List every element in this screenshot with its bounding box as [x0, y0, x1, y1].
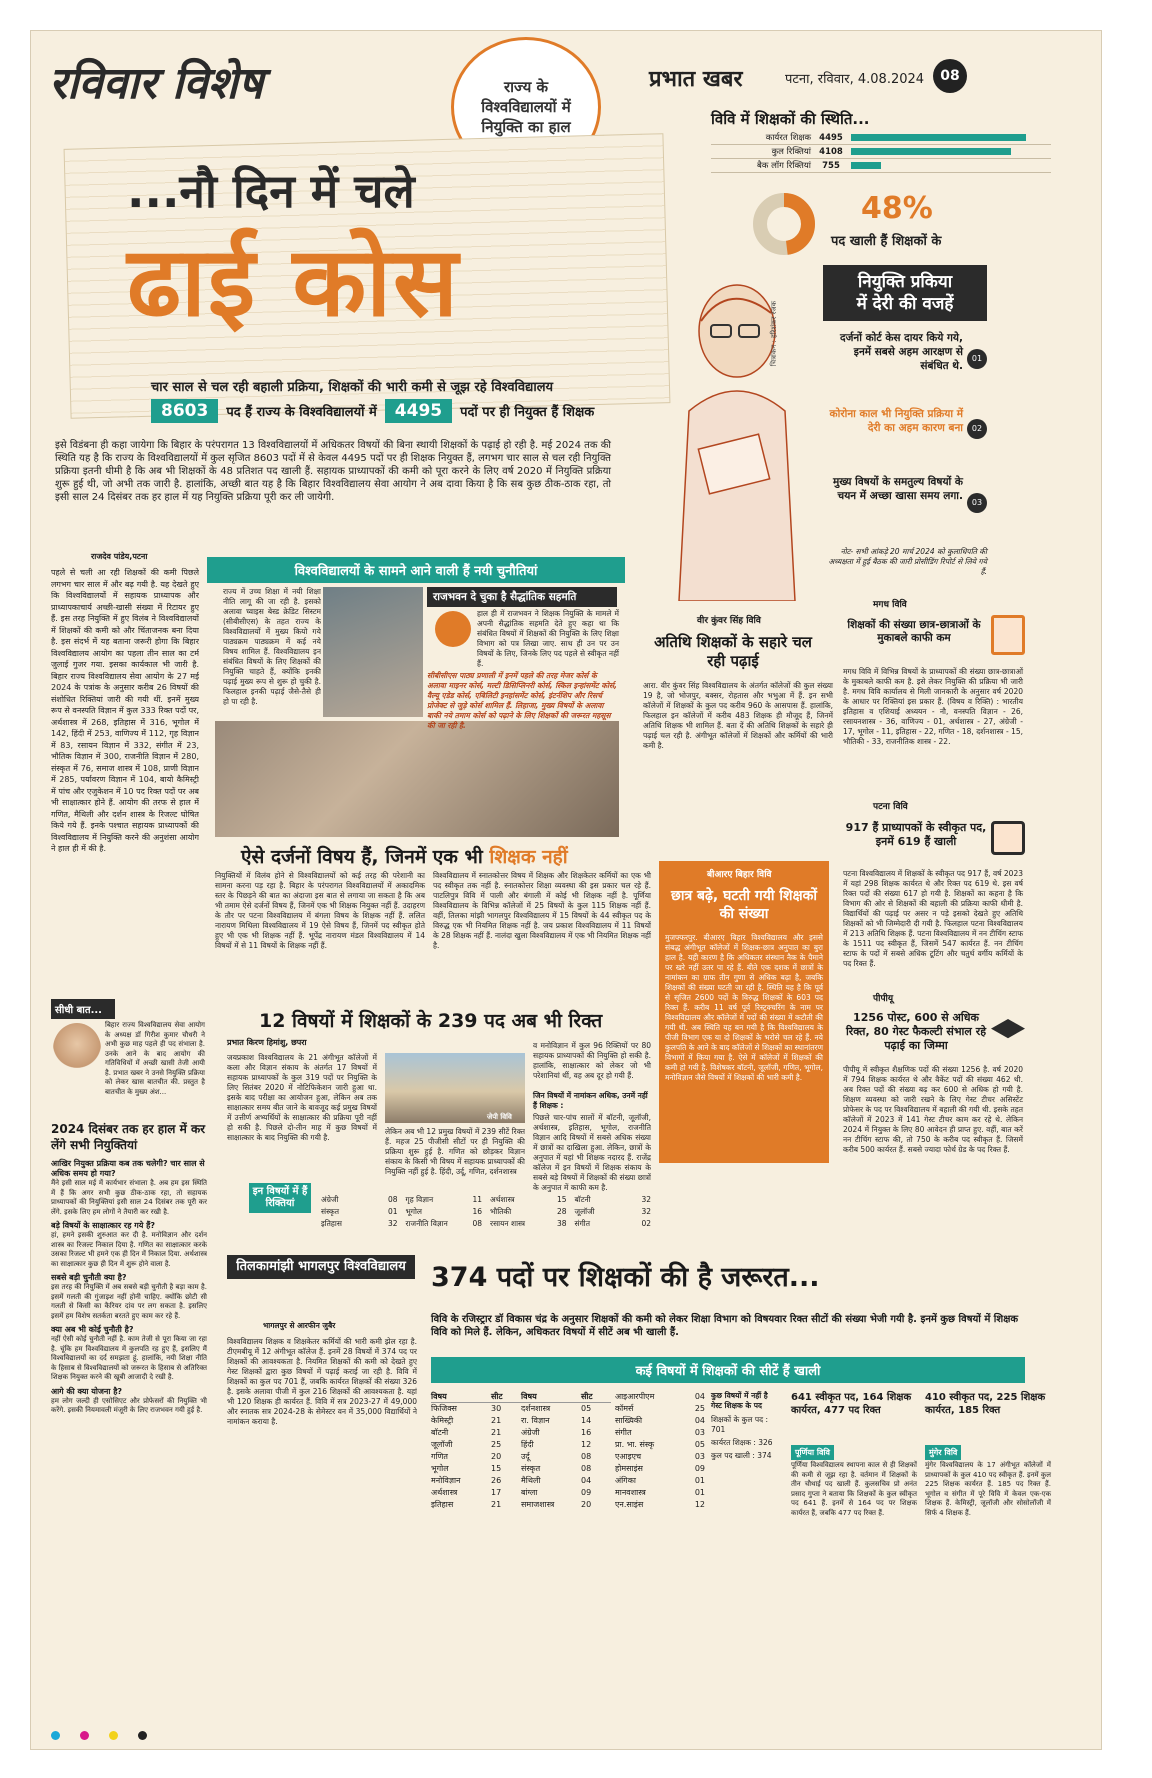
table-cell: 25 — [491, 1440, 502, 1449]
students-photo-top — [323, 587, 423, 717]
table-cell: 01 — [694, 1476, 705, 1485]
reason-number: 02 — [967, 419, 987, 439]
professor-illustration — [659, 271, 799, 601]
table-cell: भूगोल — [431, 1464, 449, 1473]
data-note: नोट- सभी आंकड़े 20 मार्च 2024 को कुलाधिपति की अध्यक्षता में हुई बैठक की जारी प्रोसीडिंग रिपोर्ट से लिये गये हैं. — [828, 547, 987, 576]
chhapra-body2: लेकिन अब भी 12 प्रमुख विषयों में 239 सीटें रिक्त हैं. महज 25 पीजीसी सीटों पर ही नियुक्ति की प्रक्रिया शुरू हुई है. गणित को छोड़कर विज्ञान संकाय के किसी भी विषय में सहायक प्राध्यापकों की नियुक्ति नहीं हुई है. हिंदी, उर्दू, गणित, दर्शनशास्त्र — [385, 1127, 525, 1176]
table-row — [615, 1475, 705, 1487]
gest-box-title: कुछ विषयों में नहीं है गेस्ट शिक्षक के पद — [711, 1391, 768, 1410]
bhagalpur-body: विश्वविद्यालय शिक्षक व शिक्षकेतर कर्मियों की भारी कमी झेल रहा है. टीएमबीयू में 12 अंगीभूत कॉलेज हैं. इनमें 28 विषयों में 374 पद पर शिक्षकों की आवश्यकता है. नियमित शिक्षकों की कमी को देखते हुए गेस्ट शिक्षकों द्वारा कुछ विषयों में पढ़ाई कराई जा रही है. विवि में शिक्षकों का कुल पद 701 हैं, जबकि कार्यरत शिक्षकों की संख्या 326 है. इसके अलावा पीजी में कुल 216 शिक्षकों की आवश्यकता है. यहां भी 120 शिक्षक ही कार्यरत हैं. विवि में सत्र 2023-27 में 49,000 और स्नातक सत्र 2024-28 के सेमेस्टर वन में 35,000 विद्यार्थियों ने नामांकन कराया है. — [227, 1337, 417, 1426]
table-row — [615, 1391, 705, 1403]
table-row — [615, 1403, 705, 1415]
table-cell: 04 — [694, 1416, 705, 1425]
yellow-dot — [109, 1731, 118, 1740]
reason-item: कोरोना काल भी नियुक्ति प्रक्रिया में देरी का अहम कारण बना — [829, 408, 963, 434]
ppu-body: पीपीयू में स्वीकृत शैक्षणिक पदों की संख्या 1256 है. वर्ष 2020 में 794 शिक्षक कार्यरत थे और वैकेंट पदों की संख्या 462 थी. अब रिक्त पदों की संख्या बढ़ कर 600 से अधिक हो गयी है. शिक्षण व्यवस्था को जारी रखने के लिए गेस्ट टीचर असिस्टेंट प्रोफेसर के पद पर विश्वविद्यालय में बहाली की गयी थी. इसके तहत कॉलेजों में 2023 में 141 गेस्ट टीचर काम कर रहे थे. लेकिन 2024 में नियुक्त के लिए 80 आवेदन ही प्राप्त हुए. वहीं, बात करें नन टीचिंग स्टाफ की, तो 750 के करीब पद स्वीकृत हैं. जिसमें करीब 500 कार्यरत हैं. सबसे ज्यादा फोर्थ ग्रेड के पद रिक्त हैं. — [843, 1065, 1023, 1154]
section-title: रविवार विशेष — [49, 58, 264, 109]
interview-tag: सीधी बात... — [51, 999, 115, 1019]
munger-title: 410 स्वीकृत पद, 225 शिक्षक कार्यरत, 185 रिक्त — [925, 1392, 1046, 1416]
stats-row: कार्यरत शिक्षक 4495 — [711, 131, 1051, 145]
table-rows — [431, 1403, 611, 1511]
table-cell: 03 — [694, 1452, 705, 1461]
table-cell: एन.साइंस — [615, 1500, 644, 1509]
table-cell: 05 — [694, 1440, 705, 1449]
gest-box — [711, 1391, 781, 1461]
table-cell: 20 — [581, 1500, 592, 1509]
bhagalpur-title: 374 पदों पर शिक्षकों की है जरूरत... — [431, 1262, 820, 1293]
table-cell: 12 — [694, 1500, 705, 1509]
answer: इस तरह की नियुक्ति में अब सबसे बड़ी चुनौती है बड़ा काम है. इसमें गलती की गुंजाइश नहीं होनी चाहिए. क्योंकि छोटी सी गलती से किसी का कैरियर दांव पर लग सकता है. इसलिए इसमें हम विशेष सतर्कता बरतते हुए काम कर रहे हैं. — [51, 1283, 207, 1320]
bhagalpur-label: तिलकामांझी भागलपुर विश्वविद्यालय — [227, 1255, 415, 1279]
left-story-body: पहले से चली आ रही शिक्षकों की कमी पिछले लगभग चार साल में और बढ़ गयी है. यह देखते हुए कि विश्वविद्यालयों में सहायक प्राध्यापक और प्राध्यापकाचार्य अच्छी-खासी संख्या में रिटायर हुए हैं. इस तरह नियुक्ति में हुए विलंब ने विश्वविद्यालयों में शिक्षकों की कमी को और चिंताजनक बना दिया है. इस संदर्भ में यह बताना जरूरी होगा कि बिहार विश्वविद्यालय आयोग का पहला तीन साल का टर्म जुलाई गुजर गया. इसका कार्यकाल भी जारी है. बिहार राज्य विश्वविद्यालय सेवा आयोग के 27 मई 2024 के पत्रांक के अनुसार करीब 26 विषयों की संशोधित रिक्तियां जारी की गयी थीं. इनमें मुख्य रूप से वनस्पति विज्ञान में कुल 333 रिक्त पदों पर, अर्थशास्त्र में 268, इतिहास में 316, भूगोल में 142, हिंदी में 253, वाणिज्य में 112, गृह विज्ञान में 83, रसायन विज्ञान में 332, संगीत में 23, भौतिक विज्ञान में 300, राजनीति विज्ञान में 280, संस्कृत में 76, समाज शास्त्र में 108, प्राणी विज्ञान में 285, पर्यावरण विज्ञान में 104, बायो कैमिस्ट्री में पांच और एजुकेशन में 10 पद रिक्त पदों पर अब भी साक्षात्कार होने हैं. आयोग की तरफ से हाल में गणित, मैथिली और दर्शन शास्त्र के रिजल्ट घोषित किये गये हैं. इनके पश्चात सहायक प्राध्यापकों की विश्वविद्यालय में नियुक्ति करने की अनुशंसा आयोग ने हाल ही में की है. — [51, 568, 199, 853]
vacancy-grid — [321, 1195, 651, 1229]
gest-item: कुल पद खाली : 374 — [711, 1451, 772, 1460]
table-cell: एआइएच — [615, 1452, 642, 1461]
table-cell: अर्थशास्त्र — [431, 1488, 458, 1497]
newspaper-page — [30, 30, 1102, 1750]
left-story-byline: राजदेव पांडेय,पटना — [91, 552, 148, 561]
table-row — [615, 1427, 705, 1439]
vacancy-label: इन विषयों में हैं रिक्तियां — [249, 1183, 311, 1213]
ppu-label: पीपीयू — [873, 994, 894, 1004]
question: क्या अब भी कोई चुनौती है? — [51, 1325, 134, 1334]
vacancy-cell: बॉटनी 32 — [574, 1195, 651, 1204]
stat-bar-fill — [851, 162, 881, 169]
table-cell: 21 — [491, 1500, 502, 1509]
illustration-credit: चित्रांकन : हरिशंकर रजक — [770, 301, 778, 367]
table-cell: आइआरपीएम — [615, 1392, 655, 1401]
filled-posts-text: पदों पर ही नियुक्त हैं शिक्षक — [460, 405, 595, 420]
chhapra-body3: व मनोविज्ञान में कुल 96 रिक्तियों पर 80 सहायक प्राध्यापकों की नियुक्ति हो सकी है. हालांकि, साक्षात्कार को लेकर जो भी परेशानियां थीं, वह अब दूर हो गयी हैं. — [533, 1041, 651, 1080]
answer: हां, हमने इसकी शुरुआत कर दी है. मनोविज्ञान और दर्शन शास्त्र का रिजल्ट निकाल दिया है. गणित का साक्षात्कार करके उसका रिजल्ट भी हमने एक ही दिन में निकाल दिया. अर्थशास्त्र का साक्षात्कार कुछ ही दिन में शुरू होने वाला है. — [51, 1231, 207, 1268]
intro-paragraph: इसे विडंबना ही कहा जायेगा कि बिहार के परंपरागत 13 विश्वविद्यालयों में अधिकतर विषयों की बिना स्थायी शिक्षकों के पढ़ाई हो रही है. मई 2024 तक की स्थिति यह है कि राज्य के विश्वविद्यालयों में कुल सृजित 8603 पदों में से केवल 4495 पदों पर ही शिक्षक नियुक्त हैं, लगभग चार साल से चल रही नियुक्ति प्रक्रिया इतनी धीमी है कि अब भी शिक्षकों के 48 प्रतिशत पद खाली हैं. सहायक प्राध्यापकों की कमी को पूरा करने के लिए वर्ष 2020 में नियुक्ति प्रक्रिया शुरू हुई थी, जो अभी तक जारी है. हालांकि, अच्छी बात यह है कि बिहार विश्वविद्यालय सेवा आयोग ने अब दावा किया है कि सब कुछ ठीक-ठाक रहा, तो इसी साल 24 दिसंबर तक हर हाल में यह नियुक्ति प्रक्रिया पूरी कर ली जायेगी. — [55, 440, 611, 503]
gest-item: शिक्षकों के कुल पद : 701 — [711, 1415, 769, 1434]
vacancy-caption: पद खाली हैं शिक्षकों के — [831, 234, 942, 249]
graduation-cap-icon — [991, 1019, 1025, 1043]
veer-kunwar-label: वीर कुंवर सिंह विवि — [697, 616, 761, 626]
table-cell: केमिस्ट्री — [431, 1416, 454, 1425]
stats-row: कुल रिक्तियां 4108 — [711, 145, 1051, 159]
table-cell: 21 — [491, 1428, 502, 1437]
book-icon — [991, 615, 1025, 655]
table-cell: गणित — [431, 1452, 448, 1461]
vacancy-percent: 48% — [861, 191, 933, 226]
table-cell: दर्शनशास्त्र — [521, 1404, 551, 1413]
table-cell: फिजिक्स — [431, 1404, 457, 1413]
reason-item: दर्जनों कोर्ट केस दायर किये गये, इनमें सबसे अहम आरक्षण से संबंधित थे. — [840, 332, 963, 372]
filled-posts-badge: 4495 — [385, 399, 452, 423]
students-photo — [215, 721, 619, 837]
vacancy-cell: संगीत 02 — [574, 1219, 651, 1228]
purnea-label: पूर्णिया विवि — [791, 1445, 834, 1460]
magenta-dot — [80, 1731, 89, 1740]
vacancy-cell: इतिहास 32 — [321, 1219, 398, 1228]
vacancy-cell: जूलॉजी 32 — [574, 1207, 651, 1216]
answer: नहीं ऐसी कोई चुनौती नहीं है. काम तेजी से पूरा किया जा रहा है. चूंकि हम विश्वविद्यालय में कुलपति रह हुए हैं, इसलिए मैं विश्वविद्यालयों का दर्द समझता हूं. हालांकि, नयी शिक्षा नीति के हिसाब से विश्वविद्यालयों को जरूरत के हिसाब से अतिरिक्त शिक्षक नियुक्त करने की खूबी आजादी दे रखी है. — [51, 1335, 207, 1381]
vacancy-cell: संस्कृत 01 — [321, 1207, 398, 1216]
answer: मैंने इसी साल मई में कार्यभार संभाला है. अब हम इस स्थिति में हैं कि अगर सभी कुछ ठीक-ठाक रहा, तो सहायक प्राध्यापकों की नियुक्तियां इसी साल 24 दिसंबर तक पूरी कर लेंगे. इसके लिए हम लोगों ने तैयारी कर रखी है. — [51, 1179, 207, 1216]
table-cell: 30 — [491, 1404, 502, 1413]
table-cell: 04 — [694, 1392, 705, 1401]
table-row — [615, 1487, 705, 1499]
chhapra-byline: प्रभात किरण हिमांशु, छपरा — [227, 1038, 307, 1047]
avatar — [53, 1023, 101, 1075]
chhapra-body4: पिछले चार-पांच सालों में बॉटनी, जूलॉजी, अर्थशास्त्र, इतिहास, भूगोल, राजनीति विज्ञान आदि विषयों में सबसे अधिक संख्या में छात्रों का दाखिला हुआ. लेकिन, छात्रों के अनुपात में यहां भी शिक्षक नदारद हैं. राजेंद्र कॉलेज में इन विषयों में शिक्षक संकाय के सबसे बड़े विषयों में शिक्षकों की संख्या छात्रों के अनुपात में काफी कम है. — [533, 1113, 651, 1192]
stats-table — [711, 131, 1051, 173]
question: बड़े विषयों के साक्षात्कार रह गये हैं? — [51, 1221, 156, 1230]
patna-title: 917 हैं प्राध्यापकों के स्वीकृत पद, इनमें 619 हैं खाली — [845, 821, 987, 848]
table-cell: 09 — [581, 1488, 592, 1497]
dateline: पटना, रविवार, 4.08.2024 — [785, 72, 925, 87]
gest-item: कार्यरत शिक्षक : 326 — [711, 1438, 773, 1447]
vacancy-table-right — [615, 1391, 705, 1511]
interview-heading: 2024 दिसंबर तक हर हाल में कर लेंगे सभी नियुक्तियां — [51, 1122, 206, 1152]
table-cell: मानवशास्त्र — [615, 1488, 646, 1497]
table-row — [431, 1439, 611, 1451]
table-cell: 01 — [694, 1488, 705, 1497]
table-cell: 26 — [491, 1476, 502, 1485]
chhapra-body1: जयप्रकाश विश्वविद्यालय के 21 अंगीभूत कॉलेजों में कला और विज्ञान संकाय के अंतर्गत 17 विषयों में सहायक प्राध्यापकों के कुल 319 पदों पर नियुक्ति के लिए सितंबर 2020 में नोटिफिकेशन जारी हुआ था. इसके बाद परीक्षा का आयोजन हुआ, लेकिन अब तक साक्षात्कार समय बीत जाने के बावजूद कई प्रमुख विषयों में उत्तीर्ण अभ्यर्थियों के साक्षात्कार की प्रक्रिया पूरी नहीं हो सकी है. पिछले दो-तीन माह में कुछ विषयों में साक्षात्कार के बाद नियुक्ति की गयी है. — [227, 1053, 377, 1142]
vacancy-cell: रसायन शास्त्र 38 — [490, 1219, 567, 1228]
reason-number: 01 — [967, 349, 987, 369]
table-cell: कॉमर्स — [615, 1404, 634, 1413]
table-cell: 15 — [491, 1464, 502, 1473]
challenges-side-text: राज्य में उच्च शिक्षा में नयी शिक्षा नीति लागू की जा रही है. इसको अलावा च्वाइस बेस्ड क्रेडिट सिस्टम (सीबीसीएस) के तहत राज्य के विश्वविद्यालयों में मुख्य कियो गये पाठ्यक्रम पाठ्यक्रम में कई नये विषय शामिल हैं. विश्वविद्यालय इन संबंधित विषयों के लिए शिक्षकों की नियुक्ति चाहते हैं, क्योंकि इनकी पढ़ाई मुख्य रूप से शुरू हो चुकी है. फिलहाल इनकी पढ़ाई जैसे-तैसे ही हो पा रही है. — [223, 587, 321, 706]
person-icon — [435, 611, 471, 647]
table-row — [615, 1499, 705, 1511]
topic-bubble-text: राज्य के विश्वविद्यालयों में नियुक्ति का हाल — [481, 78, 571, 136]
table-cell: 12 — [581, 1440, 592, 1449]
page-number: 08 — [933, 59, 967, 93]
total-posts-text: पद हैं राज्य के विश्वविद्यालयों में — [226, 405, 377, 420]
bru-label: बीआरए बिहार विवि — [707, 870, 772, 880]
table-cell: होमसाइंस — [615, 1464, 643, 1473]
vacancy-cell: भौतिकी 28 — [490, 1207, 567, 1216]
vacancy-cell: भूगोल 16 — [405, 1207, 482, 1216]
purnea-title: 641 स्वीकृत पद, 164 शिक्षक कार्यरत, 477 पद रिक्त — [791, 1392, 912, 1416]
table-cell: 25 — [694, 1404, 705, 1413]
subhead: चार साल से चल रही बहाली प्रक्रिया, शिक्षकों की भारी कमी से जूझ रहे विश्वविद्यालय — [151, 380, 554, 395]
highlight-note: सीबीसीएस पाठ्य प्रणाली में इनमें पहले की तरह मेजर कोर्स के अलावा माइनर कोर्स, मल्टी डिसिप्लिनरी कोर्स, स्किल इन्हांसमेंट कोर्स, वैल्यू एडेड कोर्स, एबिलिटी इनहांसमेंट कोर्स, इंटर्नशिप और रिसर्च प्रोजेक्ट से जुड़े कोर्स शामिल हैं. लिहाजा, मुख्य विषयों के अलावा बाकी नये तमाम कोर्स को पढ़ाने के लिए शिक्षकों की जरूरत महसूस की जा रही है. — [427, 671, 617, 730]
veer-kunwar-body: आरा. वीर कुंवर सिंह विश्वविद्यालय के अंतर्गत कॉलेजों की कुल संख्या 19 है, जो भोजपुर, बक्सर, रोहतास और भभुआ में हैं. इन सभी कॉलेजों में शिक्षकों के कुल पद करीब 960 के आसपास हैं. हालांकि, फिलहाल इन कॉलेजों में करीब 483 शिक्षक ही मौजूद हैं, जिनमें अतिथि शिक्षक भी शामिल हैं. बता दें की अतिथि शिक्षकों के सहारे ही पढ़ाई चल रही है. अंगीभूत कॉलेजों में शिक्षकों और कर्मियों की भारी कमी है. — [643, 681, 833, 750]
total-posts-badge: 8603 — [151, 399, 218, 423]
headline-kicker: ...नौ दिन में चले — [127, 164, 415, 218]
table-row — [431, 1451, 611, 1463]
table-cell: मैथिली — [521, 1476, 541, 1485]
table-cell: इतिहास — [431, 1500, 454, 1509]
stats-row: बैक लॉग रिक्तियां 755 — [711, 159, 1051, 173]
vacancy-cell: गृह विज्ञान 11 — [405, 1195, 482, 1204]
table-cell: 17 — [491, 1488, 502, 1497]
reason-number: 03 — [967, 493, 987, 513]
table-cell: बांग्ला — [521, 1488, 538, 1497]
table-cell: 20 — [491, 1452, 502, 1461]
table-cell: समाजशास्त्र — [521, 1500, 555, 1509]
table-cell: 04 — [581, 1476, 592, 1485]
table-row — [431, 1487, 611, 1499]
answer: हम लोग जल्दी ही एसोसिएट और प्रोफेसरों की नियुक्ति भी करेंगे. इसकी नियमावली मंजूरी के लिए राजभवन गयी हुई है. — [51, 1396, 207, 1414]
table-cell: रा. विज्ञान — [521, 1416, 550, 1425]
photo-caption: जेपी विवि — [487, 1113, 512, 1121]
rajbhavan-title: राजभवन दे चुका है सैद्धांतिक सहमति — [427, 587, 617, 607]
table-cell: 08 — [581, 1464, 592, 1473]
table-cell: अंगिका — [615, 1476, 636, 1485]
cyan-dot — [51, 1731, 60, 1740]
stats-title: विवि में शिक्षकों की स्थिति... — [711, 110, 870, 128]
reasons-title: नियुक्ति प्रकिया में देरी की वजहें — [823, 265, 987, 321]
no-teacher-col2: विश्वविद्यालय में स्नातकोत्तर विषय में शिक्षक और शिक्षकेतर कर्मियों का एक भी पद स्वीकृत तक नहीं है. स्नातकोत्तर शिक्षा व्यवस्था की इस प्रकार चल रहे हैं. पाटलिपुत्र विवि में पाली और बंगाली में कोई भी शिक्षक नहीं है. पूर्णिया विश्वविद्यालय के विभिन्न कॉलेजों में 25 विषयों के कुल 115 शिक्षक नहीं हैं. वहीं, तिलका मांझी भागलपुर विश्वविद्यालय में 15 विषयों के 44 स्वीकृत पद के विरुद्ध एक भी नियमित शिक्षक नहीं है. जय प्रकाश विश्वविद्यालय में 11 विषयों के 28 शिक्षक नहीं हैं. नालंदा खुला विश्वविद्यालय में एक भी नियमित शिक्षक नहीं है. — [433, 871, 651, 950]
table-cell: बॉटनी — [431, 1428, 449, 1437]
munger-body: मुंगेर विश्वविद्यालय के 17 अंगीभूत कॉलेजों में प्राध्यापकों के कुल 410 पद स्वीकृत हैं. इनमें कुल 225 शिक्षक कार्यरत हैं. 185 पद रिक्त हैं. भूगोल व संगीत में पूरे विवि में केवल एक-एक शिक्षक हैं. केमिस्ट्री, जूलॉजी और सोसोलॉजी में सिर्फ 4 शिक्षक हैं. — [925, 1461, 1051, 1517]
question: सबसे बड़ी चुनौती क्या है? — [51, 1273, 127, 1282]
table-cell: उर्दू — [521, 1452, 530, 1461]
table-cell: मनोविज्ञान — [431, 1476, 461, 1485]
table-cell: 21 — [491, 1416, 502, 1425]
table-row — [431, 1463, 611, 1475]
vacancy-cell: अंग्रेजी 08 — [321, 1195, 398, 1204]
vacancy-cell: राजनीति विज्ञान 08 — [405, 1219, 482, 1228]
interview-qa — [51, 1157, 207, 1687]
table-cell: अंग्रेजी — [521, 1428, 540, 1437]
table-row — [615, 1439, 705, 1451]
table-cell: 08 — [581, 1452, 592, 1461]
table-row — [431, 1403, 611, 1415]
table-row — [615, 1463, 705, 1475]
table-cell: 03 — [694, 1428, 705, 1437]
interview-intro: बिहार राज्य विश्वविद्यालय सेवा आयोग के अध्यक्ष डॉ गिरीश कुमार चौधरी ने अभी कुछ माह पहले ही पद संभाला है. उनके आने के बाद आयोग की गतिविधियों में अच्छी खासी तेजी आयी है. प्रभात खबर ने उनसे नियुक्ति प्रक्रिया को लेकर खास बातचीत की. प्रस्तुत है बातचीत के मुख्य अंश... — [105, 1021, 205, 1096]
table-title: कई विषयों में शिक्षकों की सीटें हैं खाली — [431, 1357, 1025, 1383]
chhapra-sub: जिन विषयों में नामांकन अधिक, उनमें नहीं हैं शिक्षक : — [533, 1091, 648, 1110]
black-dot — [138, 1731, 147, 1740]
bhagalpur-byline: भागलपुर से आरफीन जुबैर — [263, 1321, 336, 1330]
table-cell: संगीत — [615, 1428, 632, 1437]
donut-chart — [751, 191, 817, 257]
chhapra-title: 12 विषयों में शिक्षकों के 239 पद अब भी रिक्त — [259, 1010, 603, 1032]
purnea-body: पूर्णिया विश्वविद्यालय स्थापना काल से ही शिक्षकों की कमी से जूझ रहा है. वर्तमान में शिक्षकों के तीन चौथाई पद खाली हैं. कुलसचिव प्रो अनंत प्रसाद गुप्ता ने बताया कि शिक्षकों के कुल स्वीकृत पद 641 हैं. इनमें से 164 पद पर शिक्षक कार्यरत हैं, जबकि 477 पद रिक्त हैं. — [791, 1461, 917, 1517]
bhagalpur-lead: विवि के रजिस्ट्रार डॉ विकास चंद्र के अनुसार शिक्षकों की कमी को लेकर शिक्षा विभाग को विषयवार रिक्त सीटों की संख्या भेजी गयी है. इनमें कुछ विषयों में शिक्षक विवि को मिले हैं. लेकिन, अधिकतर विषयों में सीटें अब भी खाली हैं. — [431, 1314, 1019, 1338]
no-teacher-col1: नियुक्तियों में विलंब होने से विश्वविद्यालयों को कई तरह की परेशानी का सामना करना पड़ रहा है. बिहार के परंपरागत विश्वविद्यालयों में अकादमिक स्तर के पिछड़ने की बात का अंदाजा इस बात से लगाया जा सकता है कि अब भी तमाम ऐसे दर्जनों विषय हैं, जिनमें एक भी शिक्षक नियुक्त नहीं हैं. उदाहरण के तौर पर पटना विश्वविद्यालय में बंगला विषय के शिक्षक नहीं हैं. ललित नारायण मिथिला विश्वविद्यालय में 19 ऐसे विषय हैं, जिनमें पद स्वीकृत होते हुए भी एक भी शिक्षक नहीं हैं. भूपेंद्र नारायण मंडल विश्वविद्यालय में 14 विषयों में से 11 विषयों के शिक्षक नहीं हैं. — [215, 871, 425, 950]
table-cell: जूलॉजी — [431, 1440, 453, 1449]
table-row — [615, 1415, 705, 1427]
table-cell: हिंदी — [521, 1440, 534, 1449]
vacancy-table-left — [431, 1391, 611, 1511]
table-row — [431, 1415, 611, 1427]
ppu-title: 1256 पोस्ट, 600 से अधिक रिक्त, 80 गेस्ट फैकल्टी संभाल रहे पढ़ाई का जिम्मा — [845, 1011, 987, 1052]
teacher-icon — [991, 821, 1025, 855]
table-header: विषय सीट विषय सीट — [431, 1391, 611, 1403]
question: आखिर नियुक्त प्रक्रिया कब तक चलेगी? चार साल से अधिक समय हो गया? — [51, 1159, 205, 1178]
stat-bar-fill — [851, 134, 1026, 141]
magadh-title: शिक्षकों की संख्या छात्र-छात्राओं के मुकाबले काफी कम — [847, 619, 981, 644]
reason-item: मुख्य विषयों के समतुल्य विषयों के चयन में अच्छा खासा समय लगा. — [832, 476, 963, 502]
table-cell: 05 — [581, 1404, 592, 1413]
table-cell: साख्यिकी — [615, 1416, 643, 1425]
patna-body: पटना विश्वविद्यालय में शिक्षकों के स्वीकृत पद 917 हैं, वर्ष 2023 में यहां 298 शिक्षक कार्यरत थे और रिक्त पद 619 थे. इस वर्ष रिक्त पदों की संख्या 617 हो गयी है. शिक्षकों का कहना है कि विभाग की ओर से शिक्षकों की बहाली की प्रक्रिया काफी धीमी है. विद्यार्थियों की पढ़ाई पर असर न पड़े इसको देखते हुए अतिथि शिक्षकों को भी जिम्मेदारी दी गयी है. फिलहाल पटना विश्वविद्यालय में 213 अतिथि शिक्षक हैं. पटना विश्वविद्यालय में नन टीचिंग स्टाफ के 1511 पद स्वीकृत हैं, जिसमें 547 कार्यरत हैं. नन टीचिंग स्टाफ के पदों में सबसे अधिक टूटिंग और चतुर्थ वर्गीय कर्मियों के पद रिक्त हैं. — [843, 869, 1023, 968]
key-numbers — [151, 399, 594, 423]
table-rows — [615, 1391, 705, 1511]
table-cell: 09 — [694, 1464, 705, 1473]
question: आगे की क्या योजना है? — [51, 1386, 123, 1396]
rajbhavan-body: हाल ही में राजभवन ने शिक्षक नियुक्ति के मामले में अपनी सैद्धांतिक सहमति देते हुए कहा था कि संबंधित विषयों में शिक्षकों की नियुक्ति के लिए शिक्षा विभाग को पत्र लिखा जाए. साथ ही उन पर उन विषयों के लिए, जिनके लिए पद पहले से स्वीकृत नहीं हैं. — [477, 609, 619, 668]
vacancy-cell: अर्थशास्त्र 15 — [490, 1195, 567, 1204]
registration-marks — [51, 1731, 153, 1740]
magadh-body: मगध विवि में विभिन्न विषयों के प्राध्यापकों की संख्या छात्र-छात्राओं के मुकाबले काफी कम है. इसे लेकर नियुक्ति की प्रक्रिया भी जारी है. मगध विवि कार्यालय से मिली जानकारी के अनुसार वर्ष 2020 के आधार पर रिक्तियां इस प्रकार हैं. (विषय व रिक्ति) : भारतीय इतिहास व एशियाई अध्ययन - नौ, वनस्पति विज्ञान - 26, रसायनशास्त्र - 36, वाणिज्य - 01, अर्थशास्त्र - 27, अंग्रेजी - 17, भूगोल - 11, इतिहास - 22, गणित - 18, दर्शनशास्त्र - 15, भौतिकी - 33, राजनीतिक शास्त्र - 22. — [843, 667, 1023, 746]
patna-label: पटना विवि — [873, 802, 908, 812]
table-cell: प्रा. भा. संस्कृ — [615, 1440, 655, 1449]
munger-label: मुंगेर विवि — [925, 1445, 961, 1460]
magadh-label: मगध विवि — [873, 600, 907, 610]
table-cell: 14 — [581, 1416, 592, 1425]
table-cell: संस्कृत — [521, 1464, 541, 1473]
headline-main: ढाई कोस — [127, 226, 460, 338]
table-row — [615, 1451, 705, 1463]
paper-name: प्रभात खबर — [649, 67, 743, 92]
table-cell: 16 — [581, 1428, 592, 1437]
table-row — [431, 1427, 611, 1439]
table-row — [431, 1499, 611, 1511]
veer-kunwar-title: अतिथि शिक्षकों के सहारे चल रही पढ़ाई — [654, 633, 812, 670]
table-row — [431, 1475, 611, 1487]
bru-body: मुजफ्फरपुर. बीआरए बिहार विश्वविद्यालय और इससे संबद्ध अंगीभूत कॉलेजों में शिक्षक-छात्र अनुपात का बुरा हाल है. यही कारण है कि अधिकतर संस्थान नैक के पैमाने पर खरे नहीं उतर पा रहे हैं. बीते एक दशक में छात्रों के नामांकन का ग्राफ तीन गुणा से अधिक बढ़ा है, जबकि शिक्षकों की संख्या घटती जा रही है. स्थिति यह है कि पूर्व से सृजित 2600 पदों के विरुद्ध शिक्षकों के 603 पद रिक्त हैं. करीब 11 वर्ष पूर्व रिस्ट्रक्चरिंग के नाम पर विश्वविद्यालय और कॉलेजों में पदों की संख्या में कटौती की गयी थी. अब स्थिति यह बन गयी है कि विश्वविद्यालय के पीजी विभाग एक या दो शिक्षकों के भरोसे चल रहे हैं. नये कुलपति के आने के बाद कॉलेजों से शिक्षकों का स्थानांतरण विभागों में किया गया है. ऐसे में कॉलेजों में शिक्षकों की कमी हो गयी है. विशेषकर बॉटनी, जूलॉजी, गणित, भूगोल, मनोविज्ञान जैसे विषयों में शिक्षकों की भारी कमी है. — [665, 933, 823, 1082]
challenges-title: विश्वविद्यालयों के सामने आने वाली हैं नयी चुनौतियां — [207, 557, 625, 583]
no-teacher-title: ऐसे दर्जनों विषय हैं, जिनमें एक भी शिक्षक नहीं — [241, 846, 568, 868]
bru-title: छात्र बढ़े, घटती गयी शिक्षकों की संख्या — [671, 888, 817, 922]
stat-bar-fill — [851, 148, 1011, 155]
